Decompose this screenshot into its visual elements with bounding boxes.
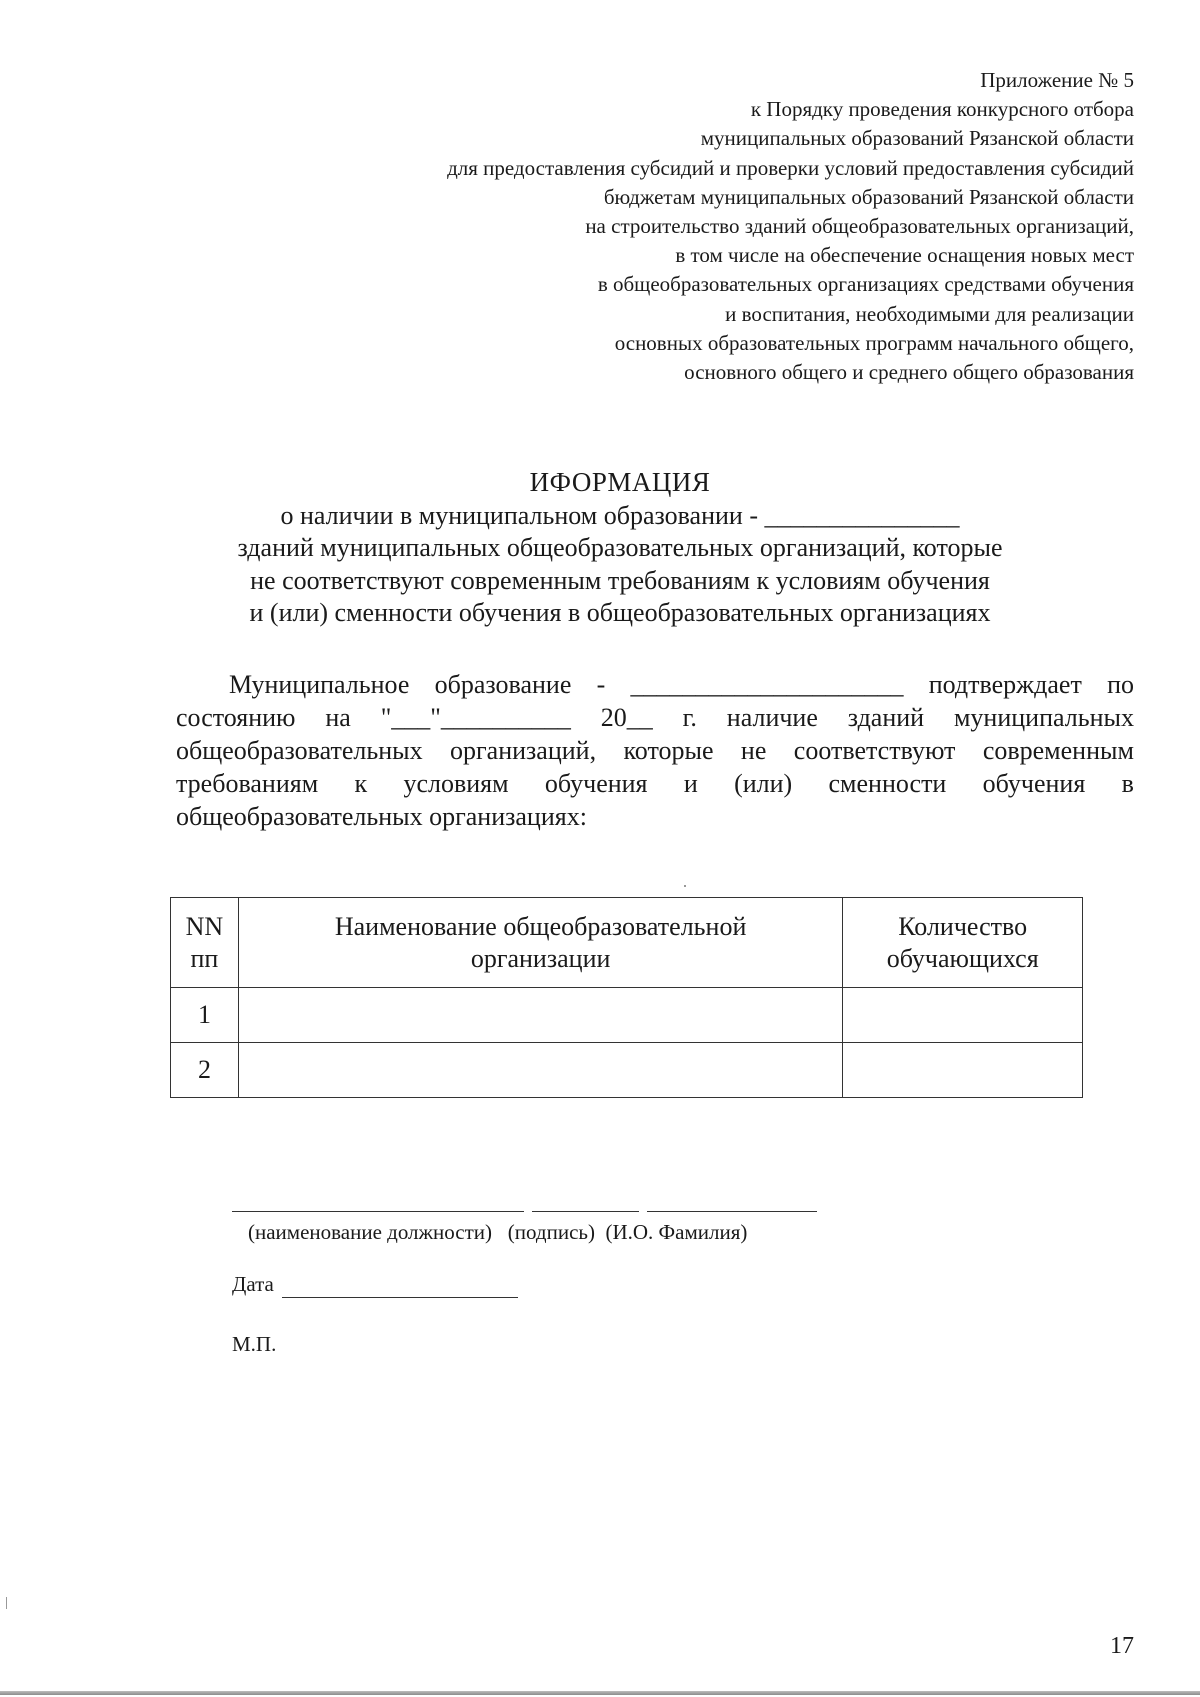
word: к xyxy=(354,769,368,798)
cell-student-count[interactable] xyxy=(843,1043,1083,1098)
body-line xyxy=(176,668,1134,701)
header-text: организации xyxy=(470,943,611,973)
word: муниципальных xyxy=(953,703,1134,732)
appendix-line: на строительство зданий общеобразовательных организаций, xyxy=(585,214,1134,239)
position-line[interactable] xyxy=(232,1211,524,1212)
header-student-count xyxy=(843,898,1083,988)
appendix-line: бюджетам муниципальных образований Рязанской области xyxy=(603,184,1134,209)
word: состоянию xyxy=(176,703,296,732)
word: - xyxy=(596,670,606,699)
stamp-place-label: М.П. xyxy=(232,1332,277,1356)
body-line xyxy=(176,734,1134,767)
date-field-line[interactable] xyxy=(282,1277,518,1298)
body-line xyxy=(176,701,1134,734)
word: современным xyxy=(982,736,1134,765)
header-number xyxy=(171,898,239,988)
word: по xyxy=(1107,670,1134,699)
header-text: NN xyxy=(185,911,224,941)
word: зданий xyxy=(847,703,925,732)
cell-number: 1 xyxy=(171,988,239,1043)
cell-number: 2 xyxy=(171,1043,239,1098)
signature-lines xyxy=(232,1196,817,1212)
appendix-line: для предоставления субсидий и проверки условий предоставления субсидий xyxy=(447,155,1134,180)
word: обучения xyxy=(982,769,1086,798)
title-line: зданий муниципальных общеобразовательных организаций, которые xyxy=(237,533,1003,562)
appendix-line: основных образовательных программ начального общего, xyxy=(614,330,1134,355)
header-text: Количество xyxy=(898,911,1028,941)
signature-block xyxy=(232,1196,817,1246)
table-row xyxy=(171,988,1083,1043)
appendix-line: в том числе на обеспечение оснащения новых мест xyxy=(675,243,1134,268)
word: Муниципальное xyxy=(229,670,410,699)
word: общеобразовательных xyxy=(176,736,423,765)
scan-bottom-edge xyxy=(0,1691,1200,1695)
word: (или) xyxy=(734,769,793,798)
appendix-line: к Порядку проведения конкурсного отбора xyxy=(750,97,1134,122)
word: подтверждает xyxy=(928,670,1082,699)
table-header-row xyxy=(171,898,1083,988)
appendix-line: Приложение № 5 xyxy=(980,68,1134,92)
appendix-line: в общеобразовательных организациях средствами обучения xyxy=(597,272,1134,297)
scan-artifact xyxy=(6,1597,7,1609)
word: образование xyxy=(434,670,572,699)
header-organization-name xyxy=(238,898,842,988)
body-line xyxy=(176,800,1134,833)
appendix-line: и воспитания, необходимыми для реализации xyxy=(725,301,1134,326)
word: и xyxy=(683,769,698,798)
header-text: пп xyxy=(190,943,219,973)
word: наличие xyxy=(726,703,818,732)
body-paragraph xyxy=(176,668,1134,833)
word: обучения xyxy=(544,769,648,798)
signature-captions: (наименование должности) (подпись) (И.О. Фамилия) xyxy=(248,1220,748,1244)
cell-student-count[interactable] xyxy=(843,988,1083,1043)
word: сменности xyxy=(828,769,947,798)
table-row xyxy=(171,1043,1083,1098)
title-line: и (или) сменности обучения в общеобразовательных организациях xyxy=(249,598,991,627)
document-title xyxy=(160,466,1080,630)
title-heading: ИФОРМАЦИЯ xyxy=(529,467,711,497)
signature-line[interactable] xyxy=(532,1211,639,1212)
header-text: Наименование общеобразовательной xyxy=(334,911,747,941)
word: на xyxy=(325,703,351,732)
header-text: обучающихся xyxy=(886,943,1039,973)
word: г. xyxy=(682,703,697,732)
name-line[interactable] xyxy=(647,1211,817,1212)
blank-field: _____________________ xyxy=(630,670,904,699)
word: в xyxy=(1121,769,1134,798)
appendix-line: муниципальных образований Рязанской области xyxy=(700,126,1134,151)
date-label: Дата xyxy=(232,1272,274,1296)
word: условиям xyxy=(403,769,509,798)
page-number: 17 xyxy=(1110,1633,1134,1659)
year-blank-field: 20__ xyxy=(600,703,653,732)
body-line xyxy=(176,767,1134,800)
appendix-header xyxy=(234,66,1134,387)
title-line: о наличии в муниципальном образовании - _______________ xyxy=(280,500,960,530)
scan-speck xyxy=(684,885,686,887)
word: требованиям xyxy=(176,769,319,798)
cell-organization-name[interactable] xyxy=(238,1043,842,1098)
word: организаций, xyxy=(450,736,597,765)
date-row xyxy=(232,1270,518,1298)
word: общеобразовательных организациях: xyxy=(176,802,587,831)
appendix-line: основного общего и среднего общего образования xyxy=(684,360,1134,385)
title-line: не соответствуют современным требованиям к условиям обучения xyxy=(250,565,990,595)
cell-organization-name[interactable] xyxy=(238,988,842,1043)
word: соответствуют xyxy=(793,736,956,765)
organizations-table xyxy=(170,897,1083,1098)
date-blank-field: "___"__________ xyxy=(380,703,571,732)
word: не xyxy=(740,736,767,765)
word: которые xyxy=(623,736,714,765)
